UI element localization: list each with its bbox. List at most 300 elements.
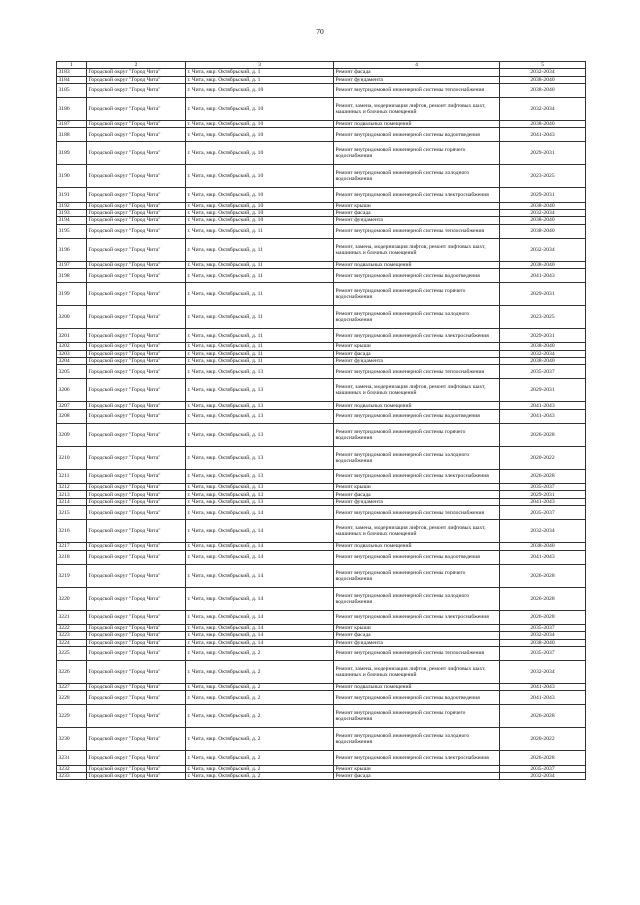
work-type-cell: Ремонт, замена, модернизация лифтов, ремонт лифтовых шахт, машинных и блочных помещений xyxy=(334,97,500,120)
period-cell: 2041-2043 xyxy=(500,402,586,409)
municipality-cell: Городской округ "Город Чита" xyxy=(87,209,186,216)
address-cell: г. Чита, мкр. Октябрьский, д. 2 xyxy=(186,772,334,779)
period-cell: 2041-2043 xyxy=(500,550,586,564)
table-row xyxy=(57,350,586,357)
municipality-cell: Городской округ "Город Чита" xyxy=(87,165,186,188)
address-cell: г. Чита, мкр. Октябрьский, д. 11 xyxy=(186,224,334,238)
row-number-cell: 3221 xyxy=(57,610,87,624)
period-cell: 2041-2043 xyxy=(500,683,586,690)
municipality-cell: Городской округ "Город Чита" xyxy=(87,409,186,423)
address-cell: г. Чита, мкр. Октябрьский, д. 11 xyxy=(186,238,334,261)
address-cell: г. Чита, мкр. Октябрьский, д. 11 xyxy=(186,329,334,343)
period-cell: 2035-2037 xyxy=(500,506,586,520)
address-cell: г. Чита, мкр. Октябрьский, д. 10 xyxy=(186,217,334,224)
table-row xyxy=(57,646,586,660)
table-row xyxy=(57,202,586,209)
period-cell: 2041-2043 xyxy=(500,691,586,705)
period-cell: 2041-2043 xyxy=(500,128,586,142)
municipality-cell: Городской округ "Город Чита" xyxy=(87,365,186,379)
address-cell: г. Чита, мкр. Октябрьский, д. 2 xyxy=(186,683,334,690)
municipality-cell: Городской округ "Город Чита" xyxy=(87,97,186,120)
address-cell: г. Чита, мкр. Октябрьский, д. 10 xyxy=(186,188,334,202)
period-cell: 2038-2040 xyxy=(500,639,586,646)
municipality-cell: Городской округ "Город Чита" xyxy=(87,728,186,751)
row-number-cell: 3191 xyxy=(57,188,87,202)
table-row xyxy=(57,660,586,683)
row-number-cell: 3202 xyxy=(57,343,87,350)
row-number-cell: 3224 xyxy=(57,639,87,646)
table-row xyxy=(57,491,586,498)
address-cell: г. Чита, мкр. Октябрьский, д. 13 xyxy=(186,491,334,498)
row-number-cell: 3188 xyxy=(57,128,87,142)
period-cell: 2032-2034 xyxy=(500,238,586,261)
table-row xyxy=(57,498,586,505)
municipality-cell: Городской округ "Город Чита" xyxy=(87,520,186,543)
row-number-cell: 3204 xyxy=(57,358,87,365)
period-cell: 2026-2028 xyxy=(500,564,586,587)
work-type-cell: Ремонт фундамента xyxy=(334,76,500,83)
row-number-cell: 3190 xyxy=(57,165,87,188)
row-number-cell: 3214 xyxy=(57,498,87,505)
work-type-cell: Ремонт внутридомовой инженерной системы холодного водоснабжения xyxy=(334,306,500,329)
work-type-cell: Ремонт фасада xyxy=(334,491,500,498)
table-row xyxy=(57,772,586,779)
municipality-cell: Городской округ "Город Чита" xyxy=(87,469,186,483)
municipality-cell: Городской округ "Город Чита" xyxy=(87,402,186,409)
period-cell: 2038-2040 xyxy=(500,217,586,224)
address-cell: г. Чита, мкр. Октябрьский, д. 10 xyxy=(186,209,334,216)
period-cell: 2026-2028 xyxy=(500,705,586,728)
work-type-cell: Ремонт фасада xyxy=(334,69,500,76)
work-type-cell: Ремонт фасада xyxy=(334,209,500,216)
address-cell: г. Чита, мкр. Октябрьский, д. 14 xyxy=(186,610,334,624)
table-row xyxy=(57,209,586,216)
municipality-cell: Городской округ "Город Чита" xyxy=(87,224,186,238)
address-cell: г. Чита, мкр. Октябрьский, д. 13 xyxy=(186,469,334,483)
table-row xyxy=(57,520,586,543)
address-cell: г. Чита, мкр. Октябрьский, д. 10 xyxy=(186,165,334,188)
municipality-cell: Городской округ "Город Чита" xyxy=(87,639,186,646)
work-type-cell: Ремонт, замена, модернизация лифтов, ремонт лифтовых шахт, машинных и блочных помещений xyxy=(334,379,500,402)
row-number-cell: 3233 xyxy=(57,772,87,779)
row-number-cell: 3209 xyxy=(57,423,87,446)
work-type-cell: Ремонт внутридомовой инженерной системы теплоснабжения xyxy=(334,83,500,97)
row-number-cell: 3216 xyxy=(57,520,87,543)
period-cell: 2041-2043 xyxy=(500,269,586,283)
period-cell: 2026-2028 xyxy=(500,610,586,624)
address-cell: г. Чита, мкр. Октябрьский, д. 11 xyxy=(186,343,334,350)
address-cell: г. Чита, мкр. Октябрьский, д. 13 xyxy=(186,446,334,469)
row-number-cell: 3210 xyxy=(57,446,87,469)
municipality-cell: Городской округ "Город Чита" xyxy=(87,765,186,772)
work-type-cell: Ремонт, замена, модернизация лифтов, ремонт лифтовых шахт, машинных и блочных помещений xyxy=(334,660,500,683)
work-type-cell: Ремонт, замена, модернизация лифтов, ремонт лифтовых шахт, машинных и блочных помещений xyxy=(334,238,500,261)
work-type-cell: Ремонт внутридомовой инженерной системы теплоснабжения xyxy=(334,646,500,660)
table-row xyxy=(57,343,586,350)
row-number-cell: 3227 xyxy=(57,683,87,690)
period-cell: 2029-2031 xyxy=(500,188,586,202)
period-cell: 2032-2034 xyxy=(500,350,586,357)
address-cell: г. Чита, мкр. Октябрьский, д. 11 xyxy=(186,269,334,283)
work-type-cell: Ремонт внутридомовой инженерной системы водоотведения xyxy=(334,269,500,283)
table-row xyxy=(57,564,586,587)
row-number-cell: 3222 xyxy=(57,624,87,631)
row-number-cell: 3213 xyxy=(57,491,87,498)
row-number-cell: 3207 xyxy=(57,402,87,409)
address-cell: г. Чита, мкр. Октябрьский, д. 11 xyxy=(186,261,334,268)
address-cell: г. Чита, мкр. Октябрьский, д. 10 xyxy=(186,202,334,209)
table-row xyxy=(57,409,586,423)
row-number-cell: 3184 xyxy=(57,76,87,83)
table-row xyxy=(57,269,586,283)
period-cell: 2038-2040 xyxy=(500,261,586,268)
address-cell: г. Чита, мкр. Октябрьский, д. 10 xyxy=(186,97,334,120)
table-row xyxy=(57,765,586,772)
work-type-cell: Ремонт фундамента xyxy=(334,358,500,365)
work-type-cell: Ремонт внутридомовой инженерной системы горячего водоснабжения xyxy=(334,564,500,587)
work-type-cell: Ремонт внутридомовой инженерной системы теплоснабжения xyxy=(334,506,500,520)
page-number: 70 xyxy=(316,27,324,36)
address-cell: г. Чита, мкр. Октябрьский, д. 11 xyxy=(186,306,334,329)
work-type-cell: Ремонт крыши xyxy=(334,765,500,772)
table-body xyxy=(57,69,586,780)
table-row xyxy=(57,76,586,83)
work-type-cell: Ремонт крыши xyxy=(334,484,500,491)
address-cell: г. Чита, мкр. Октябрьский, д. 10 xyxy=(186,128,334,142)
address-cell: г. Чита, мкр. Октябрьский, д. 11 xyxy=(186,350,334,357)
row-number-cell: 3212 xyxy=(57,484,87,491)
period-cell: 2026-2028 xyxy=(500,751,586,765)
table-row xyxy=(57,639,586,646)
table-row xyxy=(57,128,586,142)
row-number-cell: 3218 xyxy=(57,550,87,564)
period-cell: 2029-2031 xyxy=(500,329,586,343)
municipality-cell: Городской округ "Город Чита" xyxy=(87,484,186,491)
column-number: 1 xyxy=(57,62,87,69)
address-cell: г. Чита, мкр. Октябрьский, д. 14 xyxy=(186,632,334,639)
table-row xyxy=(57,365,586,379)
address-cell: г. Чита, мкр. Октябрьский, д. 10 xyxy=(186,120,334,127)
work-type-cell: Ремонт крыши xyxy=(334,624,500,631)
table-row xyxy=(57,261,586,268)
row-number-cell: 3229 xyxy=(57,705,87,728)
address-cell: г. Чита, мкр. Октябрьский, д. 1 xyxy=(186,69,334,76)
address-cell: г. Чита, мкр. Октябрьский, д. 14 xyxy=(186,624,334,631)
table-row xyxy=(57,446,586,469)
column-number-row xyxy=(57,62,586,69)
municipality-cell: Городской округ "Город Чита" xyxy=(87,610,186,624)
table-row xyxy=(57,142,586,165)
period-cell: 2032-2034 xyxy=(500,520,586,543)
work-type-cell: Ремонт, замена, модернизация лифтов, ремонт лифтовых шахт, машинных и блочных помещений xyxy=(334,520,500,543)
work-type-cell: Ремонт внутридомовой инженерной системы теплоснабжения xyxy=(334,224,500,238)
municipality-cell: Городской округ "Город Чита" xyxy=(87,83,186,97)
period-cell: 2038-2040 xyxy=(500,202,586,209)
address-cell: г. Чита, мкр. Октябрьский, д. 2 xyxy=(186,765,334,772)
work-type-cell: Ремонт внутридомовой инженерной системы электроснабжения xyxy=(334,751,500,765)
municipality-cell: Городской округ "Город Чита" xyxy=(87,550,186,564)
row-number-cell: 3194 xyxy=(57,217,87,224)
municipality-cell: Городской округ "Город Чита" xyxy=(87,269,186,283)
municipality-cell: Городской округ "Город Чита" xyxy=(87,379,186,402)
table-row xyxy=(57,224,586,238)
municipality-cell: Городской округ "Город Чита" xyxy=(87,772,186,779)
table-row xyxy=(57,705,586,728)
work-type-cell: Ремонт крыши xyxy=(334,202,500,209)
municipality-cell: Городской округ "Город Чита" xyxy=(87,691,186,705)
table-row xyxy=(57,506,586,520)
row-number-cell: 3196 xyxy=(57,238,87,261)
row-number-cell: 3195 xyxy=(57,224,87,238)
work-type-cell: Ремонт внутридомовой инженерной системы электроснабжения xyxy=(334,610,500,624)
address-cell: г. Чита, мкр. Октябрьский, д. 2 xyxy=(186,751,334,765)
table-row xyxy=(57,83,586,97)
municipality-cell: Городской округ "Город Чита" xyxy=(87,587,186,610)
period-cell: 2035-2037 xyxy=(500,646,586,660)
work-type-cell: Ремонт внутридомовой инженерной системы холодного водоснабжения xyxy=(334,165,500,188)
period-cell: 2026-2028 xyxy=(500,587,586,610)
municipality-cell: Городской округ "Город Чита" xyxy=(87,683,186,690)
work-type-cell: Ремонт подвальных помещений xyxy=(334,261,500,268)
row-number-cell: 3225 xyxy=(57,646,87,660)
period-cell: 2038-2040 xyxy=(500,76,586,83)
work-type-cell: Ремонт внутридомовой инженерной системы электроснабжения xyxy=(334,329,500,343)
table-row xyxy=(57,624,586,631)
period-cell: 2032-2034 xyxy=(500,632,586,639)
address-cell: г. Чита, мкр. Октябрьский, д. 10 xyxy=(186,83,334,97)
municipality-cell: Городской округ "Город Чита" xyxy=(87,202,186,209)
row-number-cell: 3183 xyxy=(57,69,87,76)
municipality-cell: Городской округ "Город Чита" xyxy=(87,343,186,350)
row-number-cell: 3186 xyxy=(57,97,87,120)
work-type-cell: Ремонт внутридомовой инженерной системы электроснабжения xyxy=(334,188,500,202)
row-number-cell: 3185 xyxy=(57,83,87,97)
work-type-cell: Ремонт внутридомовой инженерной системы водоотведения xyxy=(334,691,500,705)
work-type-cell: Ремонт внутридомовой инженерной системы электроснабжения xyxy=(334,469,500,483)
row-number-cell: 3223 xyxy=(57,632,87,639)
period-cell: 2032-2034 xyxy=(500,69,586,76)
table-row xyxy=(57,751,586,765)
address-cell: г. Чита, мкр. Октябрьский, д. 13 xyxy=(186,379,334,402)
row-number-cell: 3208 xyxy=(57,409,87,423)
address-cell: г. Чита, мкр. Октябрьский, д. 13 xyxy=(186,409,334,423)
column-number: 5 xyxy=(500,62,586,69)
work-type-cell: Ремонт внутридомовой инженерной системы холодного водоснабжения xyxy=(334,728,500,751)
table-row xyxy=(57,283,586,306)
address-cell: г. Чита, мкр. Октябрьский, д. 1 xyxy=(186,76,334,83)
work-type-cell: Ремонт внутридомовой инженерной системы теплоснабжения xyxy=(334,365,500,379)
table-row xyxy=(57,423,586,446)
period-cell: 2041-2043 xyxy=(500,498,586,505)
period-cell: 2032-2034 xyxy=(500,772,586,779)
column-number: 4 xyxy=(334,62,500,69)
table-row xyxy=(57,217,586,224)
municipality-cell: Городской округ "Город Чита" xyxy=(87,128,186,142)
address-cell: г. Чита, мкр. Октябрьский, д. 14 xyxy=(186,564,334,587)
address-cell: г. Чита, мкр. Октябрьский, д. 11 xyxy=(186,283,334,306)
address-cell: г. Чита, мкр. Октябрьский, д. 14 xyxy=(186,506,334,520)
period-cell: 2020-2022 xyxy=(500,446,586,469)
address-cell: г. Чита, мкр. Октябрьский, д. 14 xyxy=(186,543,334,550)
period-cell: 2035-2037 xyxy=(500,765,586,772)
table-row xyxy=(57,329,586,343)
work-type-cell: Ремонт внутридомовой инженерной системы горячего водоснабжения xyxy=(334,705,500,728)
work-type-cell: Ремонт фасада xyxy=(334,632,500,639)
period-cell: 2038-2040 xyxy=(500,543,586,550)
address-cell: г. Чита, мкр. Октябрьский, д. 14 xyxy=(186,639,334,646)
row-number-cell: 3205 xyxy=(57,365,87,379)
row-number-cell: 3201 xyxy=(57,329,87,343)
table-row xyxy=(57,306,586,329)
period-cell: 2029-2031 xyxy=(500,142,586,165)
address-cell: г. Чита, мкр. Октябрьский, д. 2 xyxy=(186,691,334,705)
municipality-cell: Городской округ "Город Чита" xyxy=(87,506,186,520)
row-number-cell: 3199 xyxy=(57,283,87,306)
work-type-cell: Ремонт подвальных помещений xyxy=(334,120,500,127)
address-cell: г. Чита, мкр. Октябрьский, д. 13 xyxy=(186,484,334,491)
municipality-cell: Городской округ "Город Чита" xyxy=(87,660,186,683)
row-number-cell: 3200 xyxy=(57,306,87,329)
period-cell: 2029-2031 xyxy=(500,491,586,498)
table-row xyxy=(57,543,586,550)
table-row xyxy=(57,120,586,127)
table-row xyxy=(57,238,586,261)
row-number-cell: 3187 xyxy=(57,120,87,127)
period-cell: 2038-2040 xyxy=(500,83,586,97)
period-cell: 2038-2040 xyxy=(500,120,586,127)
row-number-cell: 3217 xyxy=(57,543,87,550)
row-number-cell: 3215 xyxy=(57,506,87,520)
period-cell: 2023-2025 xyxy=(500,306,586,329)
row-number-cell: 3232 xyxy=(57,765,87,772)
row-number-cell: 3206 xyxy=(57,379,87,402)
period-cell: 2038-2040 xyxy=(500,358,586,365)
row-number-cell: 3220 xyxy=(57,587,87,610)
row-number-cell: 3189 xyxy=(57,142,87,165)
table-row xyxy=(57,683,586,690)
table-row xyxy=(57,358,586,365)
period-cell: 2032-2034 xyxy=(500,209,586,216)
municipality-cell: Городской округ "Город Чита" xyxy=(87,632,186,639)
table-row xyxy=(57,691,586,705)
municipality-cell: Городской округ "Город Чита" xyxy=(87,142,186,165)
address-cell: г. Чита, мкр. Октябрьский, д. 2 xyxy=(186,646,334,660)
municipality-cell: Городской округ "Город Чита" xyxy=(87,188,186,202)
work-type-cell: Ремонт фасада xyxy=(334,350,500,357)
address-cell: г. Чита, мкр. Октябрьский, д. 2 xyxy=(186,705,334,728)
municipality-cell: Городской округ "Город Чита" xyxy=(87,350,186,357)
row-number-cell: 3211 xyxy=(57,469,87,483)
table-row xyxy=(57,610,586,624)
address-cell: г. Чита, мкр. Октябрьский, д. 11 xyxy=(186,358,334,365)
work-type-cell: Ремонт внутридомовой инженерной системы горячего водоснабжения xyxy=(334,423,500,446)
row-number-cell: 3203 xyxy=(57,350,87,357)
municipality-cell: Городской округ "Город Чита" xyxy=(87,69,186,76)
table-row xyxy=(57,469,586,483)
row-number-cell: 3226 xyxy=(57,660,87,683)
table-row xyxy=(57,165,586,188)
period-cell: 2032-2034 xyxy=(500,97,586,120)
period-cell: 2038-2040 xyxy=(500,343,586,350)
address-cell: г. Чита, мкр. Октябрьский, д. 13 xyxy=(186,365,334,379)
period-cell: 2035-2037 xyxy=(500,365,586,379)
work-type-cell: Ремонт внутридомовой инженерной системы водоотведения xyxy=(334,128,500,142)
municipality-cell: Городской округ "Город Чита" xyxy=(87,751,186,765)
municipality-cell: Городской округ "Город Чита" xyxy=(87,76,186,83)
table-row xyxy=(57,632,586,639)
municipality-cell: Городской округ "Город Чита" xyxy=(87,329,186,343)
work-type-cell: Ремонт подвальных помещений xyxy=(334,683,500,690)
municipality-cell: Городской округ "Город Чита" xyxy=(87,624,186,631)
row-number-cell: 3228 xyxy=(57,691,87,705)
municipality-cell: Городской округ "Город Чита" xyxy=(87,498,186,505)
period-cell: 2029-2031 xyxy=(500,283,586,306)
period-cell: 2026-2028 xyxy=(500,423,586,446)
table-row xyxy=(57,728,586,751)
work-type-cell: Ремонт подвальных помещений xyxy=(334,543,500,550)
table-row xyxy=(57,188,586,202)
municipality-cell: Городской округ "Город Чита" xyxy=(87,238,186,261)
address-cell: г. Чита, мкр. Октябрьский, д. 2 xyxy=(186,660,334,683)
period-cell: 2035-2037 xyxy=(500,624,586,631)
address-cell: г. Чита, мкр. Октябрьский, д. 2 xyxy=(186,728,334,751)
municipality-cell: Городской округ "Город Чита" xyxy=(87,120,186,127)
municipality-cell: Городской округ "Город Чита" xyxy=(87,423,186,446)
period-cell: 2038-2040 xyxy=(500,224,586,238)
municipality-cell: Городской округ "Город Чита" xyxy=(87,306,186,329)
row-number-cell: 3219 xyxy=(57,564,87,587)
work-type-cell: Ремонт внутридомовой инженерной системы водоотведения xyxy=(334,409,500,423)
work-type-cell: Ремонт внутридомовой инженерной системы горячего водоснабжения xyxy=(334,142,500,165)
address-cell: г. Чита, мкр. Октябрьский, д. 13 xyxy=(186,498,334,505)
municipality-cell: Городской округ "Город Чита" xyxy=(87,705,186,728)
work-type-cell: Ремонт внутридомовой инженерной системы холодного водоснабжения xyxy=(334,587,500,610)
work-type-cell: Ремонт подвальных помещений xyxy=(334,402,500,409)
row-number-cell: 3192 xyxy=(57,202,87,209)
municipality-cell: Городской округ "Город Чита" xyxy=(87,358,186,365)
table-row xyxy=(57,379,586,402)
table-row xyxy=(57,587,586,610)
column-number: 2 xyxy=(87,62,186,69)
work-type-cell: Ремонт фасада xyxy=(334,772,500,779)
work-type-cell: Ремонт крыши xyxy=(334,343,500,350)
municipality-cell: Городской округ "Город Чита" xyxy=(87,646,186,660)
period-cell: 2029-2031 xyxy=(500,379,586,402)
municipality-cell: Городской округ "Город Чита" xyxy=(87,564,186,587)
table-row xyxy=(57,484,586,491)
table-row xyxy=(57,402,586,409)
period-cell: 2035-2037 xyxy=(500,484,586,491)
municipality-cell: Городской округ "Город Чита" xyxy=(87,261,186,268)
address-cell: г. Чита, мкр. Октябрьский, д. 14 xyxy=(186,587,334,610)
municipality-cell: Городской округ "Город Чита" xyxy=(87,543,186,550)
column-number: 3 xyxy=(186,62,334,69)
work-type-cell: Ремонт фундамента xyxy=(334,217,500,224)
address-cell: г. Чита, мкр. Октябрьский, д. 14 xyxy=(186,520,334,543)
address-cell: г. Чита, мкр. Октябрьский, д. 14 xyxy=(186,550,334,564)
address-cell: г. Чита, мкр. Октябрьский, д. 13 xyxy=(186,423,334,446)
capital-repair-table xyxy=(56,61,586,780)
municipality-cell: Городской округ "Город Чита" xyxy=(87,283,186,306)
work-type-cell: Ремонт внутридомовой инженерной системы холодного водоснабжения xyxy=(334,446,500,469)
row-number-cell: 3231 xyxy=(57,751,87,765)
work-type-cell: Ремонт внутридомовой инженерной системы горячего водоснабжения xyxy=(334,283,500,306)
work-type-cell: Ремонт фундамента xyxy=(334,639,500,646)
table-row xyxy=(57,550,586,564)
row-number-cell: 3230 xyxy=(57,728,87,751)
table-row xyxy=(57,97,586,120)
row-number-cell: 3197 xyxy=(57,261,87,268)
